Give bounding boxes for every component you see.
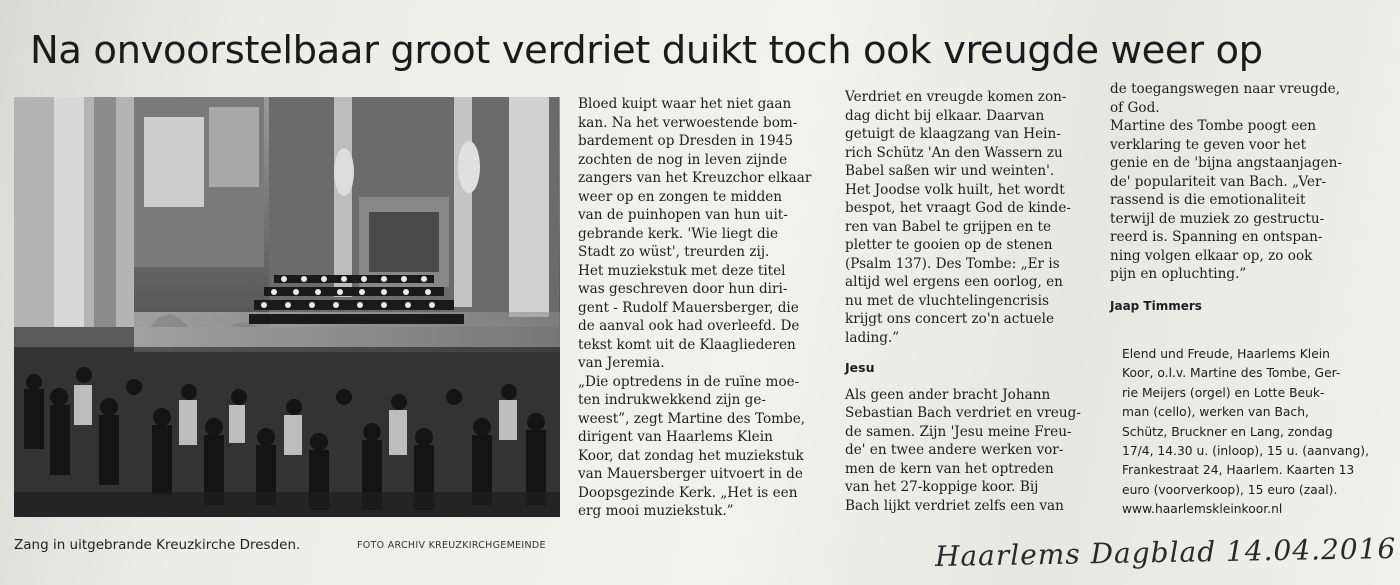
text-line: reerd is. Spanning en ontspan-: [1110, 229, 1323, 245]
text-line: was geschreven door hun diri-: [578, 281, 788, 297]
headline: Na onvoorstelbaar groot verdriet duikt toch ook vreugde weer op: [30, 28, 1263, 73]
text-line: Doopsgezinde Kerk. „Het is een: [578, 484, 798, 501]
author-byline: Jaap Timmers: [1110, 298, 1202, 313]
photo-choir-in-ruined-church: [14, 97, 560, 517]
text-line: bespot, het vraagt God de kinde-: [845, 200, 1071, 216]
info-line: Schütz, Bruckner en Lang, zondag: [1122, 424, 1333, 439]
text-line: pijn en opluchting.”: [1110, 266, 1247, 282]
text-line: dirigent van Haarlems Klein: [578, 429, 773, 445]
text-line: Koor, dat zondag het muziekstuk: [578, 447, 804, 464]
text-line: pletter te gooien op de stenen: [845, 237, 1053, 253]
text-line: weest”, zegt Martine des Tombe,: [578, 410, 806, 427]
text-line: Martine des Tombe poogt een: [1110, 118, 1317, 134]
text-line: Bach lijkt verdriet zelfs een van: [845, 497, 1064, 514]
text-line: zangers van het Kreuzchor elkaar: [578, 170, 812, 186]
text-line: de samen. Zijn 'Jesu meine Freu-: [845, 423, 1072, 440]
text-line: „Die optredens in de ruïne moe-: [578, 373, 800, 390]
text-line: ning volgen elkaar op, zo ook: [1110, 247, 1313, 264]
text-line: nu met de vluchtelingencrisis: [845, 292, 1049, 309]
info-line: man (cello), werken van Bach,: [1122, 405, 1309, 420]
photo-caption: Zang in uitgebrande Kreuzkirche Dresden.: [14, 537, 301, 553]
text-line: bardement op Dresden in 1945: [578, 133, 793, 149]
photo-credit: FOTO ARCHIV KREUZKIRCHGEMEINDE: [357, 540, 546, 551]
text-line: van de puinhopen van hun uit-: [578, 207, 788, 223]
text-line: Het Joodse volk huilt, het wordt: [845, 181, 1065, 198]
text-line: Als geen ander bracht Johann: [845, 386, 1051, 403]
text-line: lading.”: [845, 329, 900, 346]
text-line: men de kern van het optreden: [845, 460, 1054, 477]
text-line: de aanval ook had overleefd. De: [578, 318, 800, 334]
text-line: tekst komt uit de Klaagliederen: [578, 336, 796, 353]
concert-info-box: [1122, 345, 1387, 520]
article-column-2: [845, 88, 1095, 515]
text-line: gent - Rudolf Mauersberger, die: [578, 299, 799, 316]
info-line: Frankestraat 24, Haarlem. Kaarten 13: [1122, 463, 1355, 478]
info-website: www.haarlemskleinkoor.nl: [1122, 502, 1283, 517]
text-line: Babel saßen wir und weinten'.: [845, 163, 1055, 179]
text-line: Bloed kuipt waar het niet gaan: [578, 96, 792, 112]
text-line: getuigt de klaagzang van Hein-: [845, 126, 1061, 142]
text-line: Stadt zo wüst', treurden zij.: [578, 244, 770, 260]
text-line: rassend is die emotionaliteit: [1110, 192, 1306, 208]
info-line: Koor, o.l.v. Martine des Tombe, Ger-: [1122, 366, 1341, 381]
text-line: zochten de nog in leven zijnde: [578, 151, 788, 168]
text-line: gebrande kerk. 'Wie liegt die: [578, 225, 779, 242]
text-line: verklaring te geven voor het: [1110, 136, 1307, 153]
text-line: van Mauersberger uitvoert in de: [578, 466, 803, 482]
text-line: van het 27-koppige koor. Bij: [845, 479, 1039, 495]
text-line: erg mooi muziekstuk.”: [578, 503, 734, 519]
info-line: euro (voorverkoop), 15 euro (zaal).: [1122, 482, 1338, 497]
text-line: weer op en zongen te midden: [578, 188, 783, 205]
text-line: of God.: [1110, 99, 1160, 116]
info-line: rie Meijers (orgel) en Lotte Beuk-: [1122, 385, 1325, 400]
info-line: Elend und Freude, Haarlems Klein: [1122, 347, 1330, 361]
text-line: terwijl de muziek zo gestructu-: [1110, 210, 1325, 227]
text-line: altijd wel ergens een oorlog, en: [845, 274, 1063, 290]
info-line: 17/4, 14.30 u. (inloop), 15 u. (aanvang),: [1122, 444, 1369, 459]
text-line: de' en twee andere werken vor-: [845, 442, 1064, 458]
text-line: ten indrukwekkend zijn ge-: [578, 392, 766, 408]
text-line: kan. Na het verwoestende bom-: [578, 114, 798, 131]
text-line: rich Schütz 'An den Wassern zu: [845, 144, 1063, 161]
text-line: Verdriet en vreugde komen zon-: [845, 89, 1067, 105]
article-column-1: [578, 95, 828, 521]
text-line: krijgt ons concert zo'n actuele: [845, 311, 1055, 327]
text-line: de toegangswegen naar vreugde,: [1110, 81, 1341, 97]
text-line: dag dicht bij elkaar. Daarvan: [845, 107, 1045, 124]
section-subhead: Jesu: [845, 360, 875, 375]
text-line: de' populariteit van Bach. „Ver-: [1110, 173, 1327, 190]
text-line: Sebastian Bach verdriet en vreug-: [845, 405, 1081, 421]
text-line: ren van Babel te grijpen en te: [845, 218, 1052, 235]
text-line: van Jeremia.: [578, 355, 665, 371]
text-line: genie en de 'bijna angstaanjagen-: [1110, 155, 1342, 171]
photo-image: [14, 97, 560, 517]
article-column-3: [1110, 80, 1385, 329]
text-line: Het muziekstuk met deze titel: [578, 262, 786, 279]
text-line: (Psalm 137). Des Tombe: „Er is: [845, 255, 1060, 272]
handwritten-source-note: Haarlems Dagblad 14.04.2016: [934, 531, 1397, 574]
